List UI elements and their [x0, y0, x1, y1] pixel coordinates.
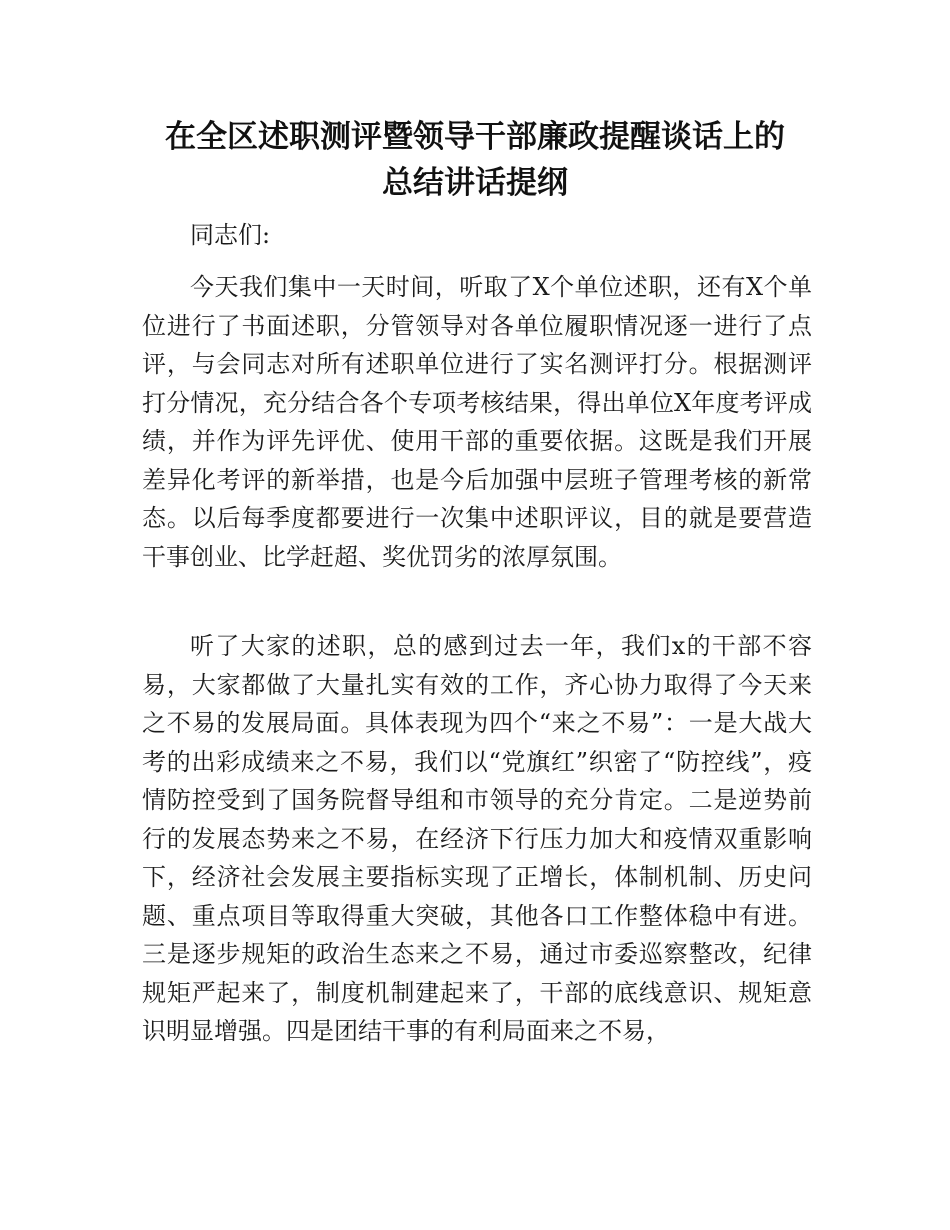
document-title-line1: 在全区述职测评暨领导干部廉政提醒谈话上的 — [165, 119, 785, 155]
body-paragraph-2 — [142, 627, 812, 1051]
body-paragraph-1 — [142, 268, 812, 576]
salutation: 同志们: — [190, 221, 271, 249]
document-title-line2: 总结讲话提纲 — [382, 165, 568, 201]
paragraph-text: 今天我们集中一天时间，听取了X个单位述职，还有X个单位进行了书面述职，分管领导对各单位履职情况逐一进行了点评，与会同志对所有述职单位进行了实名测评打分。根据测评打分情况，充分结合各个专项考核结果，得出单位X年度考评成绩，并作为评先评优、使用干部的重要依据。这既是我们开展差异化考评的新举措，也是今后加强中层班子管理考核的新常态。以后每季度都要进行一次集中述职评议，目的就是要营造干事创业、比学赶超、奖优罚劣的浓厚氛围。 — [142, 273, 812, 571]
paragraph-text: 听了大家的述职，总的感到过去一年，我们x的干部不容易，大家都做了大量扎实有效的工作，齐心协力取得了今天来之不易的发展局面。具体表现为四个“来之不易”：一是大战大考的出彩成绩来之不易，我们以“党旗红”织密了“防控线”，疫情防控受到了国务院督导组和市领导的充分肯定。二是逆势前行的发展态势来之不易，在经济下行压力加大和疫情双重影响下，经济社会发展主要指标实现了正增长，体制机制、历史问题、重点项目等取得重大突破，其他各口工作整体稳中有进。三是逐步规矩的政治生态来之不易，通过市委巡察整改，纪律规矩严起来了，制度机制建起来了，干部的底线意识、规矩意识明显增强。四是团结干事的有利局面来之不易， — [142, 632, 812, 1045]
